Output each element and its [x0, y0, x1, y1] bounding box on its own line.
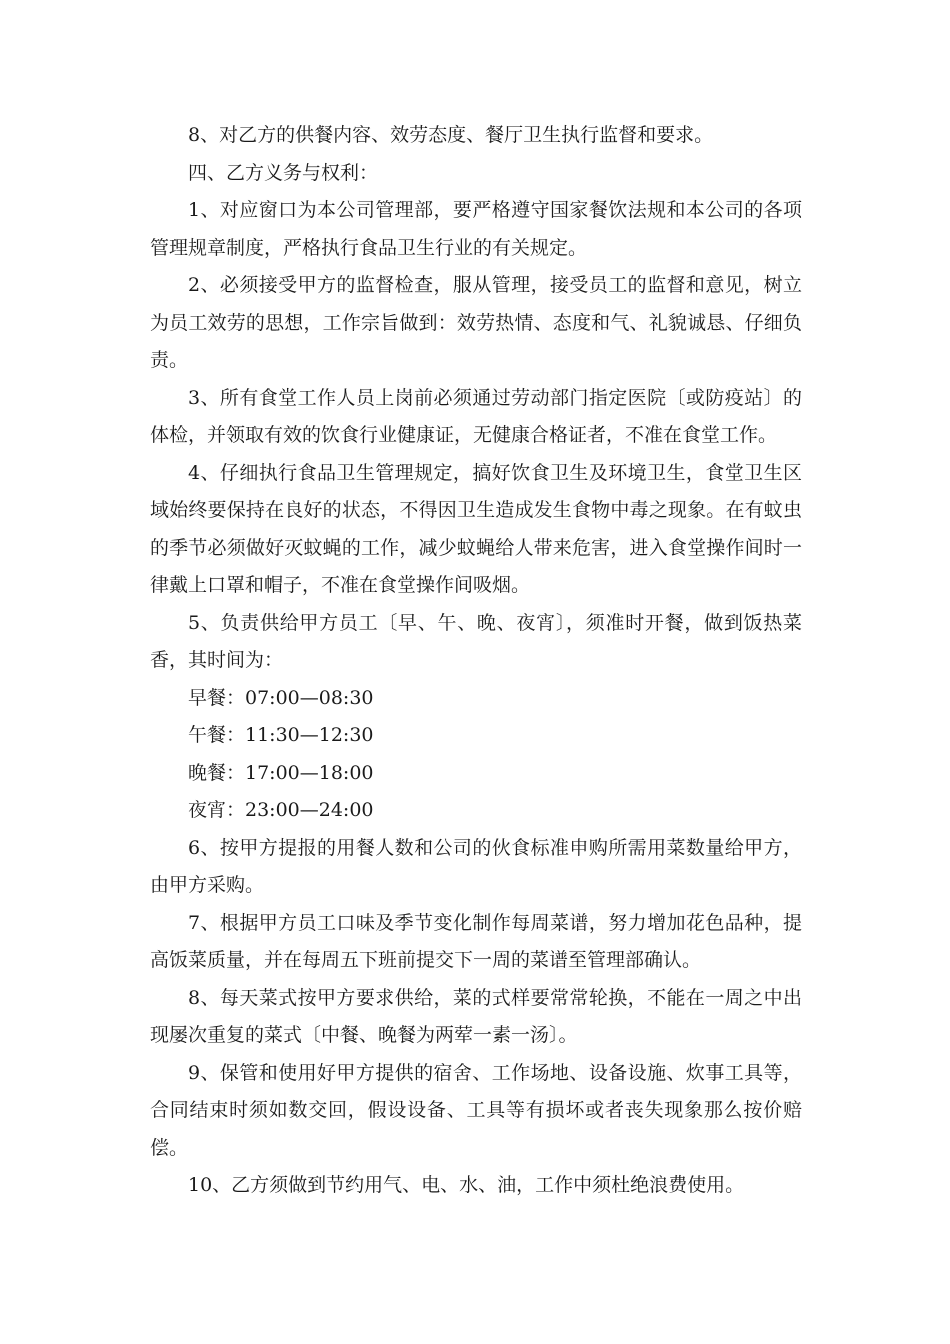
meal-time-lunch: 午餐：11:30—12:30: [188, 724, 374, 746]
text-line: 3、所有食堂工作人员上岗前必须通过劳动部门指定医院〔或防疫站〕的: [188, 386, 802, 409]
text-line: 体检，并领取有效的饮食行业健康证，无健康合格证者，不准在食堂工作。: [150, 424, 778, 446]
text-line: 责。: [150, 349, 189, 371]
text-line: 4、仔细执行食品卫生管理规定，搞好饮食卫生及环境卫生，食堂卫生区: [188, 461, 802, 484]
text-line: 高饭菜质量，并在每周五下班前提交下一周的菜谱至管理部确认。: [150, 949, 702, 971]
text-line: 域始终要保持在良好的状态，不得因卫生造成发生食物中毒之现象。在有蚊虫: [150, 499, 802, 521]
meal-time-dinner: 晚餐：17:00—18:00: [188, 761, 374, 784]
text-line: 1、对应窗口为本公司管理部，要严格遵守国家餐饮法规和本公司的各项: [188, 199, 802, 221]
meal-time-late-night: 夜宵：23:00—24:00: [188, 799, 374, 821]
text-line: 偿。: [150, 1136, 189, 1159]
text-line: 香，其时间为：: [150, 649, 284, 671]
text-line: 2、必须接受甲方的监督检查，服从管理，接受员工的监督和意见，树立: [188, 274, 802, 296]
text-line: 8、对乙方的供餐内容、效劳态度、餐厅卫生执行监督和要求。: [188, 124, 714, 146]
text-line: 为员工效劳的思想，工作宗旨做到：效劳热情、态度和气、礼貌诚恳、仔细负: [150, 311, 802, 334]
document-body: [150, 117, 802, 1205]
text-line: 现屡次重复的菜式〔中餐、晚餐为两荤一素一汤〕。: [150, 1024, 578, 1046]
meal-time-breakfast: 早餐：07:00—08:30: [188, 686, 374, 709]
text-line: 合同结束时须如数交回，假设设备、工具等有损坏或者丧失现象那么按价赔: [150, 1099, 802, 1121]
text-line: 管理规章制度，严格执行食品卫生行业的有关规定。: [150, 236, 588, 259]
text-line: 8、每天菜式按甲方要求供给，菜的式样要常常轮换，不能在一周之中出: [188, 986, 802, 1009]
text-block: [150, 117, 802, 1205]
text-line: 的季节必须做好灭蚊蝇的工作，减少蚊蝇给人带来危害，进入食堂操作间时一: [150, 536, 802, 559]
text-line: 7、根据甲方员工口味及季节变化制作每周菜谱，努力增加花色品种，提: [188, 911, 802, 934]
text-line: 由甲方采购。: [150, 874, 265, 896]
text-line: 9、保管和使用好甲方提供的宿舍、工作场地、设备设施、炊事工具等，: [188, 1061, 802, 1084]
text-line: 10、乙方须做到节约用气、电、水、油，工作中须杜绝浪费使用。: [188, 1174, 745, 1196]
text-line: 5、负责供给甲方员工〔早、午、晚、夜宵〕，须准时开餐，做到饭热菜: [188, 611, 802, 634]
text-line: 6、按甲方提报的用餐人数和公司的伙食标准申购所需用菜数量给甲方，: [188, 836, 802, 859]
section-heading: 四、乙方义务与权利：: [188, 161, 379, 184]
text-line: 律戴上口罩和帽子，不准在食堂操作间吸烟。: [150, 574, 531, 596]
